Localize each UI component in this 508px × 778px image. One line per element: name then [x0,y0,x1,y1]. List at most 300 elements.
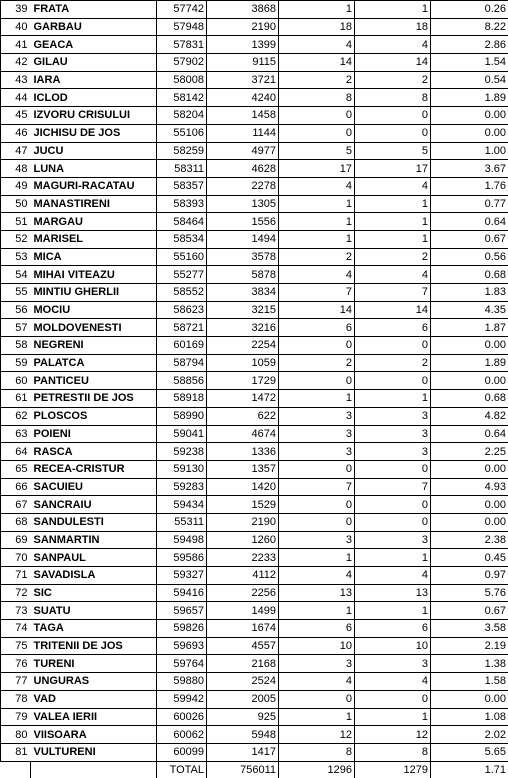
table-row [1,407,508,425]
count-b-cell: 3 [355,425,431,443]
percent-cell: 2.02 [431,726,508,744]
count-b-cell: 4 [355,266,431,284]
table-row [1,478,508,496]
table-row [1,337,508,355]
percent-cell: 0.00 [431,690,508,708]
locality-name: MICA [31,248,157,266]
table-row [1,266,508,284]
table-body [1,1,508,778]
percent-cell: 0.00 [431,496,508,514]
population-cell: 622 [207,407,279,425]
percent-cell: 5.65 [431,743,508,761]
table-row [1,142,508,160]
locality-code: 60169 [157,337,207,355]
population-cell: 4628 [207,160,279,178]
count-b-cell: 3 [355,443,431,461]
locality-code: 59130 [157,460,207,478]
count-a-cell: 0 [279,337,355,355]
count-b-cell: 0 [355,496,431,514]
row-number: 76 [1,655,31,673]
table-row [1,124,508,142]
count-b-cell: 0 [355,513,431,531]
population-cell: 3578 [207,248,279,266]
locality-code: 59880 [157,673,207,691]
locality-name: SAVADISLA [31,567,157,585]
count-b-cell: 3 [355,655,431,673]
population-cell: 4557 [207,637,279,655]
population-cell: 1556 [207,213,279,231]
locality-name: MIHAI VITEAZU [31,266,157,284]
table-row [1,107,508,125]
percent-cell: 1.76 [431,177,508,195]
count-b-cell: 13 [355,584,431,602]
table-row [1,284,508,302]
count-b-cell: 10 [355,637,431,655]
count-b-cell: 0 [355,107,431,125]
row-number: 51 [1,213,31,231]
locality-name: TAGA [31,620,157,638]
row-number: 64 [1,443,31,461]
locality-code: 58142 [157,89,207,107]
percent-cell: 1.38 [431,655,508,673]
locality-code: 60026 [157,708,207,726]
row-number: 45 [1,107,31,125]
population-cell: 3215 [207,301,279,319]
table-row [1,301,508,319]
locality-name: SIC [31,584,157,602]
percent-cell: 0.97 [431,567,508,585]
table-row [1,743,508,761]
count-a-cell: 4 [279,266,355,284]
table-row [1,177,508,195]
percent-cell: 3.67 [431,160,508,178]
total-population: 756011 [207,761,279,778]
locality-name: PLOSCOS [31,407,157,425]
table-row [1,655,508,673]
count-b-cell: 4 [355,567,431,585]
total-count-b: 1279 [355,761,431,778]
table-row [1,195,508,213]
locality-code: 58204 [157,107,207,125]
population-cell: 1144 [207,124,279,142]
population-cell: 5878 [207,266,279,284]
locality-code: 59693 [157,637,207,655]
percent-cell: 0.00 [431,337,508,355]
row-number: 49 [1,177,31,195]
total-percent: 1.71 [431,761,508,778]
table-row [1,460,508,478]
total-row [1,761,508,778]
locality-code: 58721 [157,319,207,337]
locality-code: 59657 [157,602,207,620]
row-number: 60 [1,372,31,390]
count-a-cell: 0 [279,372,355,390]
locality-name: POIENI [31,425,157,443]
count-a-cell: 7 [279,478,355,496]
table-row [1,54,508,72]
locality-name: NEGRENI [31,337,157,355]
population-cell: 2190 [207,513,279,531]
count-a-cell: 5 [279,142,355,160]
row-number: 77 [1,673,31,691]
count-b-cell: 2 [355,354,431,372]
row-number: 80 [1,726,31,744]
count-a-cell: 1 [279,549,355,567]
count-a-cell: 2 [279,248,355,266]
locality-code: 58794 [157,354,207,372]
count-b-cell: 1 [355,213,431,231]
count-b-cell: 6 [355,319,431,337]
population-cell: 1729 [207,372,279,390]
population-cell: 4674 [207,425,279,443]
row-number: 52 [1,230,31,248]
table-row [1,443,508,461]
row-number: 43 [1,71,31,89]
population-cell: 1059 [207,354,279,372]
row-number: 72 [1,584,31,602]
count-a-cell: 2 [279,354,355,372]
percent-cell: 0.00 [431,460,508,478]
count-a-cell: 1 [279,1,355,19]
locality-name: MAGURI-RACATAU [31,177,157,195]
count-b-cell: 0 [355,460,431,478]
count-b-cell: 3 [355,531,431,549]
count-b-cell: 8 [355,743,431,761]
locality-code: 59498 [157,531,207,549]
locality-code: 58008 [157,71,207,89]
population-cell: 9115 [207,54,279,72]
count-a-cell: 6 [279,319,355,337]
percent-cell: 0.45 [431,549,508,567]
count-b-cell: 1 [355,230,431,248]
table-row [1,531,508,549]
total-blank-cell [1,761,31,778]
percent-cell: 0.64 [431,425,508,443]
count-b-cell: 18 [355,18,431,36]
table-row [1,71,508,89]
locality-code: 55106 [157,124,207,142]
count-b-cell: 0 [355,124,431,142]
row-number: 41 [1,36,31,54]
row-number: 57 [1,319,31,337]
count-a-cell: 3 [279,531,355,549]
count-b-cell: 2 [355,71,431,89]
table-row [1,89,508,107]
locality-code: 59283 [157,478,207,496]
count-a-cell: 4 [279,36,355,54]
count-b-cell: 3 [355,407,431,425]
locality-name: PANTICEU [31,372,157,390]
total-blank-cell [31,761,157,778]
population-cell: 3868 [207,1,279,19]
locality-code: 58393 [157,195,207,213]
percent-cell: 1.87 [431,319,508,337]
locality-name: GILAU [31,54,157,72]
locality-code: 59327 [157,567,207,585]
percent-cell: 0.64 [431,213,508,231]
locality-name: IZVORU CRISULUI [31,107,157,125]
population-cell: 1458 [207,107,279,125]
row-number: 59 [1,354,31,372]
percent-cell: 2.38 [431,531,508,549]
count-a-cell: 1 [279,195,355,213]
table-row [1,354,508,372]
table-row [1,673,508,691]
row-number: 73 [1,602,31,620]
locality-code: 57948 [157,18,207,36]
count-b-cell: 1 [355,549,431,567]
count-a-cell: 14 [279,54,355,72]
table-row [1,496,508,514]
table-row [1,213,508,231]
count-b-cell: 1 [355,390,431,408]
table-row [1,230,508,248]
table-row [1,549,508,567]
percent-cell: 8.22 [431,18,508,36]
count-a-cell: 4 [279,673,355,691]
row-number: 58 [1,337,31,355]
count-b-cell: 12 [355,726,431,744]
count-a-cell: 3 [279,407,355,425]
locality-name: SANDULESTI [31,513,157,531]
count-a-cell: 2 [279,71,355,89]
locality-code: 58552 [157,284,207,302]
percent-cell: 2.86 [431,36,508,54]
locality-name: VALEA IERII [31,708,157,726]
locality-name: GEACA [31,36,157,54]
count-b-cell: 14 [355,301,431,319]
percent-cell: 1.00 [431,142,508,160]
table-row [1,248,508,266]
row-number: 70 [1,549,31,567]
locality-code: 59826 [157,620,207,638]
row-number: 75 [1,637,31,655]
count-a-cell: 1 [279,230,355,248]
row-number: 61 [1,390,31,408]
count-b-cell: 2 [355,248,431,266]
percent-cell: 0.56 [431,248,508,266]
row-number: 42 [1,54,31,72]
locality-code: 58357 [157,177,207,195]
row-number: 69 [1,531,31,549]
percent-cell: 0.00 [431,124,508,142]
locality-code: 57902 [157,54,207,72]
locality-name: MANASTIRENI [31,195,157,213]
total-label: TOTAL [157,761,207,778]
locality-code: 55160 [157,248,207,266]
locality-code: 55277 [157,266,207,284]
locality-name: VAD [31,690,157,708]
percent-cell: 2.19 [431,637,508,655]
percent-cell: 0.54 [431,71,508,89]
count-a-cell: 0 [279,460,355,478]
population-cell: 5948 [207,726,279,744]
locality-name: MINTIU GHERLII [31,284,157,302]
locality-name: MOCIU [31,301,157,319]
locality-name: PALATCA [31,354,157,372]
count-a-cell: 3 [279,443,355,461]
locality-name: JUCU [31,142,157,160]
locality-name: ICLOD [31,89,157,107]
locality-code: 58259 [157,142,207,160]
population-cell: 1260 [207,531,279,549]
table-row [1,584,508,602]
row-number: 63 [1,425,31,443]
count-b-cell: 1 [355,1,431,19]
count-b-cell: 1 [355,195,431,213]
population-cell: 1357 [207,460,279,478]
row-number: 56 [1,301,31,319]
count-b-cell: 6 [355,620,431,638]
count-b-cell: 0 [355,337,431,355]
table-row [1,18,508,36]
table-row [1,708,508,726]
row-number: 55 [1,284,31,302]
population-cell: 1420 [207,478,279,496]
locality-name: GARBAU [31,18,157,36]
population-cell: 2254 [207,337,279,355]
count-a-cell: 3 [279,655,355,673]
locality-code: 58534 [157,230,207,248]
locality-code: 58464 [157,213,207,231]
population-cell: 1674 [207,620,279,638]
count-a-cell: 8 [279,743,355,761]
table-row [1,36,508,54]
row-number: 48 [1,160,31,178]
population-cell: 2524 [207,673,279,691]
population-cell: 1336 [207,443,279,461]
percent-cell: 0.26 [431,1,508,19]
row-number: 81 [1,743,31,761]
count-a-cell: 4 [279,567,355,585]
percent-cell: 1.83 [431,284,508,302]
percent-cell: 1.89 [431,89,508,107]
locality-code: 58856 [157,372,207,390]
table-row [1,513,508,531]
locality-code: 57742 [157,1,207,19]
locality-name: SANPAUL [31,549,157,567]
row-number: 39 [1,1,31,19]
count-a-cell: 18 [279,18,355,36]
table-row [1,319,508,337]
row-number: 44 [1,89,31,107]
locality-name: SANMARTIN [31,531,157,549]
count-a-cell: 1 [279,213,355,231]
count-a-cell: 7 [279,284,355,302]
locality-code: 58623 [157,301,207,319]
population-cell: 1494 [207,230,279,248]
row-number: 66 [1,478,31,496]
count-b-cell: 5 [355,142,431,160]
count-a-cell: 6 [279,620,355,638]
population-cell: 1529 [207,496,279,514]
count-a-cell: 0 [279,513,355,531]
locality-name: MARGAU [31,213,157,231]
count-a-cell: 0 [279,496,355,514]
count-a-cell: 0 [279,690,355,708]
count-b-cell: 4 [355,673,431,691]
locality-code: 58918 [157,390,207,408]
locality-code: 59041 [157,425,207,443]
population-cell: 3834 [207,284,279,302]
locality-name: UNGURAS [31,673,157,691]
count-b-cell: 0 [355,690,431,708]
table-row [1,1,508,19]
percent-cell: 1.08 [431,708,508,726]
count-b-cell: 7 [355,478,431,496]
table-row [1,620,508,638]
row-number: 65 [1,460,31,478]
locality-code: 58990 [157,407,207,425]
percent-cell: 5.76 [431,584,508,602]
population-cell: 1305 [207,195,279,213]
population-cell: 4112 [207,567,279,585]
count-a-cell: 0 [279,107,355,125]
row-number: 68 [1,513,31,531]
row-number: 47 [1,142,31,160]
locality-name: TRITENII DE JOS [31,637,157,655]
count-a-cell: 3 [279,425,355,443]
row-number: 78 [1,690,31,708]
percent-cell: 0.00 [431,107,508,125]
locality-name: LUNA [31,160,157,178]
locality-name: SACUIEU [31,478,157,496]
population-cell: 4977 [207,142,279,160]
percent-cell: 3.58 [431,620,508,638]
locality-code: 59416 [157,584,207,602]
population-cell: 3721 [207,71,279,89]
locality-name: IARA [31,71,157,89]
percent-cell: 1.58 [431,673,508,691]
count-a-cell: 14 [279,301,355,319]
locality-name: MARISEL [31,230,157,248]
row-number: 67 [1,496,31,514]
locality-name: MOLDOVENESTI [31,319,157,337]
locality-code: 58311 [157,160,207,178]
count-a-cell: 4 [279,177,355,195]
count-b-cell: 8 [355,89,431,107]
population-cell: 2278 [207,177,279,195]
count-a-cell: 10 [279,637,355,655]
count-b-cell: 1 [355,708,431,726]
table-row [1,372,508,390]
percent-cell: 0.00 [431,372,508,390]
population-cell: 1417 [207,743,279,761]
percent-cell: 0.67 [431,602,508,620]
percent-cell: 0.67 [431,230,508,248]
percent-cell: 4.35 [431,301,508,319]
table-row [1,602,508,620]
locality-code: 60099 [157,743,207,761]
locality-code: 60062 [157,726,207,744]
row-number: 40 [1,18,31,36]
row-number: 50 [1,195,31,213]
row-number: 54 [1,266,31,284]
count-b-cell: 17 [355,160,431,178]
table-row [1,637,508,655]
population-cell: 3216 [207,319,279,337]
count-a-cell: 1 [279,602,355,620]
count-b-cell: 4 [355,177,431,195]
table-row [1,726,508,744]
locality-name: RASCA [31,443,157,461]
locality-code: 59434 [157,496,207,514]
percent-cell: 4.82 [431,407,508,425]
population-cell: 1399 [207,36,279,54]
percent-cell: 0.68 [431,266,508,284]
locality-name: VIISOARA [31,726,157,744]
row-number: 79 [1,708,31,726]
